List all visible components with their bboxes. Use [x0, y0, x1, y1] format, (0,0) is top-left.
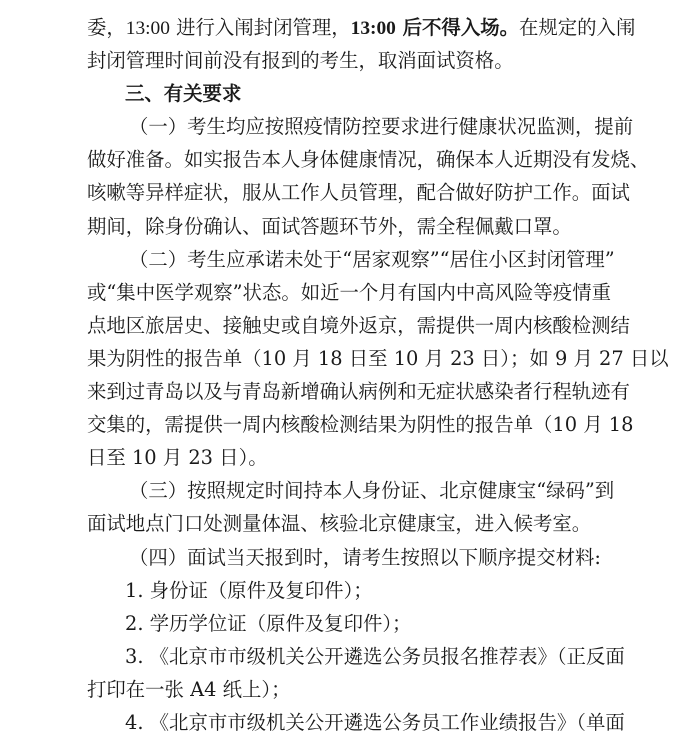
paragraph-line: 来到过青岛以及与青岛新增确认病例和无症状感染者行程轨迹有 [87, 380, 630, 404]
material-item-continuation: 打印在一张 A4 纸上）； [87, 677, 291, 701]
paragraph-line [87, 11, 636, 44]
material-item: 4. 《北京市市级机关公开遴选公务员工作业绩报告》（单面 [125, 710, 625, 734]
paragraph-line: 做好准备。如实报告本人身体健康情况，确保本人近期没有发烧、 [87, 148, 650, 172]
paragraph-line: 交集的，需提供一周内核酸检测结果为阴性的报告单（10 月 18 [87, 413, 634, 437]
text-fragment: 委， [87, 16, 126, 39]
paragraph-line: 日至 10 月 23 日）。 [87, 446, 268, 470]
paragraph-line: 期间，除身份确认、面试答题环节外，需全程佩戴口罩。 [87, 214, 572, 238]
paragraph-line: 或“集中医学观察”状态。如近一个月有国内中高风险等疫情重 [87, 280, 611, 304]
material-item: 2. 学历学位证（原件及复印件）； [125, 611, 412, 635]
bold-time-text: 13:00 [350, 18, 396, 39]
material-item: 1. 身份证（原件及复印件）； [125, 578, 373, 602]
time-text: 13:00 [125, 18, 170, 39]
text-fragment: 进行入闱封闭管理， [169, 16, 351, 39]
paragraph-line: 封闭管理时间前没有报到的考生，取消面试资格。 [87, 49, 514, 73]
paragraph-line: 点地区旅居史、接触史或自境外返京，需提供一周内核酸检测结 [87, 313, 630, 337]
paragraph-line: （四）面试当天报到时，请考生按照以下顺序提交材料: [129, 545, 601, 569]
paragraph-line: （二）考生应承诺未处于“居家观察”“居住小区封闭管理” [129, 247, 615, 271]
text-fragment: 在规定的入闱 [519, 16, 636, 39]
paragraph-line: 面试地点门口处测量体温、核验北京健康宝，进入候考室。 [87, 512, 592, 536]
bold-warning-text: 后不得入场。 [395, 16, 519, 39]
section-heading: 三、有关要求 [125, 82, 242, 106]
material-item: 3. 《北京市市级机关公开遴选公务员报名推荐表》（正反面 [125, 644, 625, 668]
paragraph-line: （三）按照规定时间持本人身份证、北京健康宝“绿码”到 [129, 479, 615, 503]
document-page [87, 11, 669, 739]
paragraph-line: 果为阴性的报告单（10 月 18 日至 10 月 23 日）；如 9 月 27 日以 [87, 346, 669, 370]
paragraph-line: （一）考生均应按照疫情防控要求进行健康状况监测，提前 [129, 115, 634, 139]
paragraph-line: 咳嗽等异样症状，服从工作人员管理，配合做好防护工作。面试 [87, 181, 630, 205]
